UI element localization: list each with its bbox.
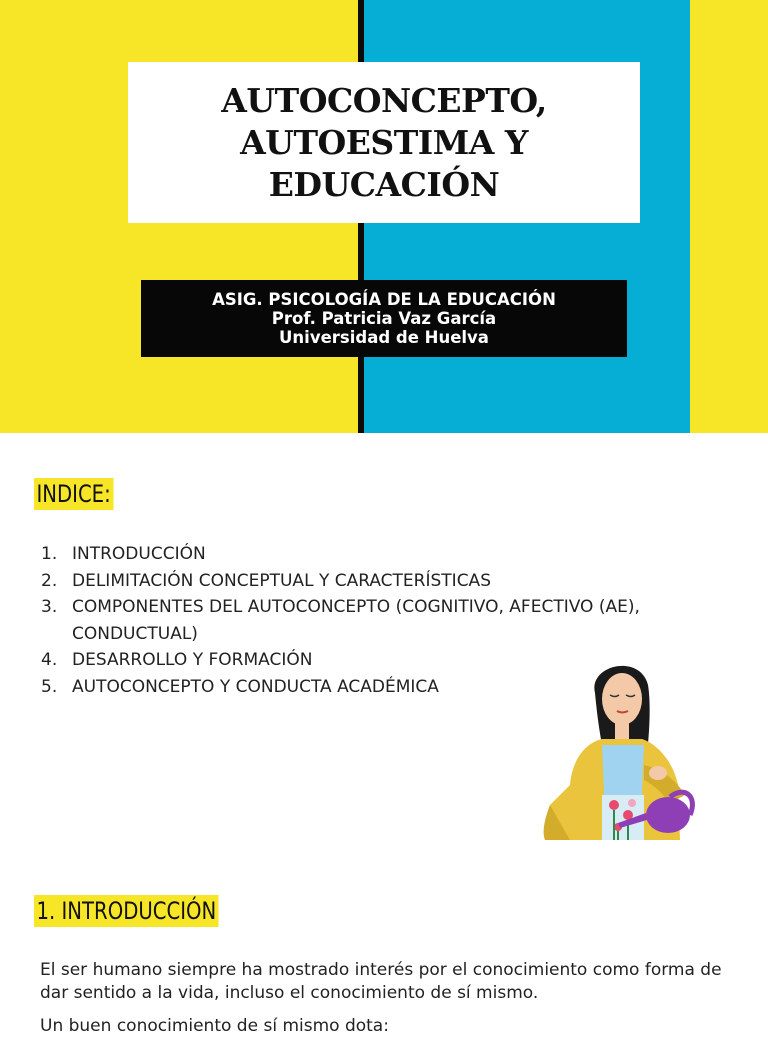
title-box — [128, 62, 640, 223]
list-item — [36, 568, 736, 595]
index-heading: INDICE: — [34, 478, 113, 510]
title-line-2: AUTOESTIMA Y EDUCACIÓN — [240, 122, 528, 204]
list-text: INTRODUCCIÓN — [72, 544, 206, 564]
face-shape — [602, 673, 642, 725]
list-number: 4. — [41, 650, 58, 670]
subject-line: ASIG. PSICOLOGÍA DE LA EDUCACIÓN — [212, 290, 556, 309]
list-text: DELIMITACIÓN CONCEPTUAL Y CARACTERÍSTICAS — [72, 570, 491, 591]
subtitle-box — [141, 280, 627, 357]
list-number: 5. — [41, 676, 58, 697]
university-line: Universidad de Huelva — [279, 328, 489, 347]
list-number: 1. — [41, 544, 58, 564]
presentation-title — [128, 80, 640, 206]
list-text: DESARROLLO Y FORMACIÓN — [72, 650, 313, 670]
title-slide — [0, 0, 768, 433]
list-text: COMPONENTES DEL AUTOCONCEPTO (COGNITIVO, AFECTIVO (AE), CONDUCTUAL) — [72, 597, 640, 644]
title-line-1: AUTOCONCEPTO, — [221, 80, 547, 120]
woman-watering-illustration — [540, 655, 700, 840]
list-number: 3. — [41, 597, 58, 617]
intro-paragraph-1: El ser humano siempre ha mostrado interés por el conocimiento como forma de dar sentido a la vida, incluso el conocimiento de sí mismo. — [40, 960, 722, 1003]
intro-heading: 1. INTRODUCCIÓN — [34, 895, 219, 927]
list-text: AUTOCONCEPTO Y CONDUCTA ACADÉMICA — [72, 676, 439, 697]
professor-line: Prof. Patricia Vaz García — [271, 309, 497, 328]
intro-paragraph-2: Un buen conocimiento de sí mismo dota: — [40, 1016, 389, 1036]
subtitle — [212, 290, 556, 347]
list-item — [36, 541, 736, 568]
list-number: 2. — [41, 570, 58, 591]
list-item — [36, 594, 736, 647]
